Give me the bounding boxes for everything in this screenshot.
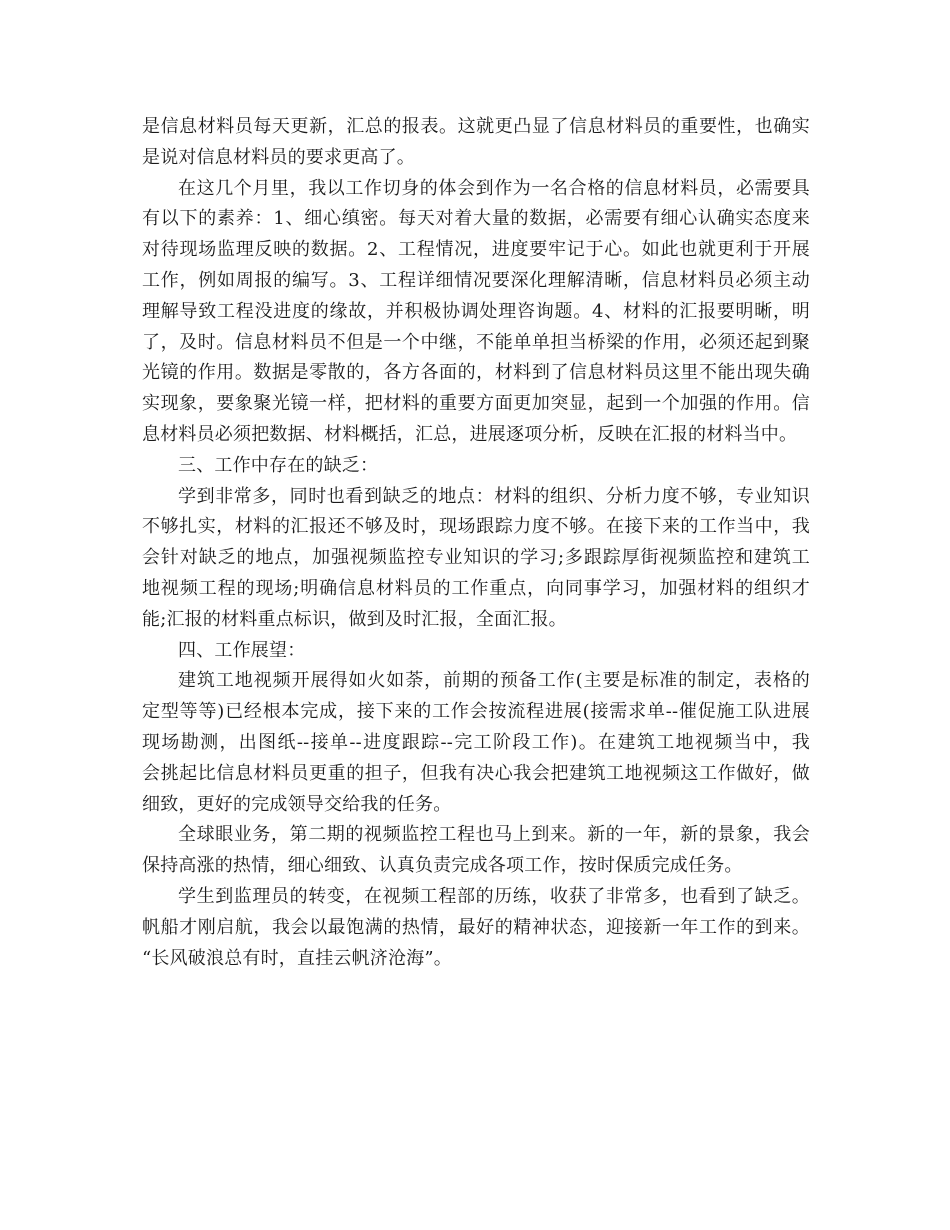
closing-quote-line: “长风破浪总有时，直挂云帆济沧海”。 — [142, 947, 453, 969]
text-line: 实现象，要象聚光镜一样，把材料的重要方面更加突显，起到一个加强的作用。信 — [142, 393, 810, 415]
text-line: 会针对缺乏的地点，加强视频监控专业知识的学习;多跟踪厚街视频监控和建筑工 — [142, 547, 810, 569]
section-heading: 三、工作中存在的缺乏： — [178, 454, 379, 476]
text-line: 地视频工程的现场;明确信息材料员的工作重点，向同事学习，加强材料的组织才 — [142, 577, 810, 599]
text-line: 保持高涨的热情，细心细致、认真负责完成各项工作，按时保质完成任务。 — [142, 855, 743, 877]
text-line: 光镜的作用。数据是零散的，各方各面的，材料到了信息材料员这里不能出现失确 — [142, 362, 810, 384]
text-line: 定型等等)已经根本完成，接下来的工作会按流程进展(接需求单--催促施工队进展 — [142, 701, 810, 723]
text-line: 帆船才刚启航，我会以最饱满的热情，最好的精神状态，迎接新一年工作的到来。 — [142, 916, 810, 938]
text-line: 工作，例如周报的编写。3、工程详细情况要深化理解清晰，信息材料员必须主动 — [142, 269, 810, 291]
text-line: 息材料员必须把数据、材料概括，汇总，进展逐项分析，反映在汇报的材料当中。 — [142, 423, 798, 445]
paragraph-start-line: 学到非常多，同时也看到缺乏的地点：材料的组织、分析力度不够，专业知识 — [178, 485, 810, 507]
text-line: 会挑起比信息材料员更重的担子，但我有决心我会把建筑工地视频这工作做好，做 — [142, 762, 810, 784]
text-line: 能;汇报的材料重点标识，做到及时汇报，全面汇报。 — [142, 608, 567, 630]
text-line: 对待现场监理反映的数据。2、工程情况，进度要牢记于心。如此也就更利于开展 — [142, 239, 810, 261]
section-heading: 四、工作展望： — [178, 639, 306, 661]
text-line: 有以下的素养：1、细心缜密。每天对着大量的数据，必需要有细心认确实态度来 — [142, 208, 810, 230]
text-line: 是说对信息材料员的要求更高了。 — [142, 146, 415, 168]
paragraph-start-line: 全球眼业务，第二期的视频监控工程也马上到来。新的一年，新的景象，我会 — [178, 824, 810, 846]
text-line: 细致，更好的完成领导交给我的任务。 — [142, 793, 452, 815]
text-line: 是信息材料员每天更新，汇总的报表。这就更凸显了信息材料员的重要性，也确实 — [142, 116, 810, 137]
paragraph-start-line: 在这几个月里，我以工作切身的体会到作为一名合格的信息材料员，必需要具 — [178, 177, 810, 199]
text-line: 理解导致工程没进度的缘故，并积极协调处理咨询题。4、材料的汇报要明晰，明 — [142, 300, 810, 322]
document-page — [142, 112, 810, 974]
text-line: 了，及时。信息材料员不但是一个中继，不能单单担当桥梁的作用，必须还起到聚 — [142, 331, 810, 353]
paragraph-start-line: 学生到监理员的转变，在视频工程部的历练，收获了非常多，也看到了缺乏。 — [178, 885, 810, 907]
paragraph-start-line: 建筑工地视频开展得如火如荼，前期的预备工作(主要是标准的制定，表格的 — [178, 670, 810, 692]
text-line: 现场勘测，出图纸--接单--进度跟踪--完工阶段工作)。在建筑工地视频当中，我 — [142, 731, 810, 753]
text-line: 不够扎实，材料的汇报还不够及时，现场跟踪力度不够。在接下来的工作当中，我 — [142, 516, 810, 538]
